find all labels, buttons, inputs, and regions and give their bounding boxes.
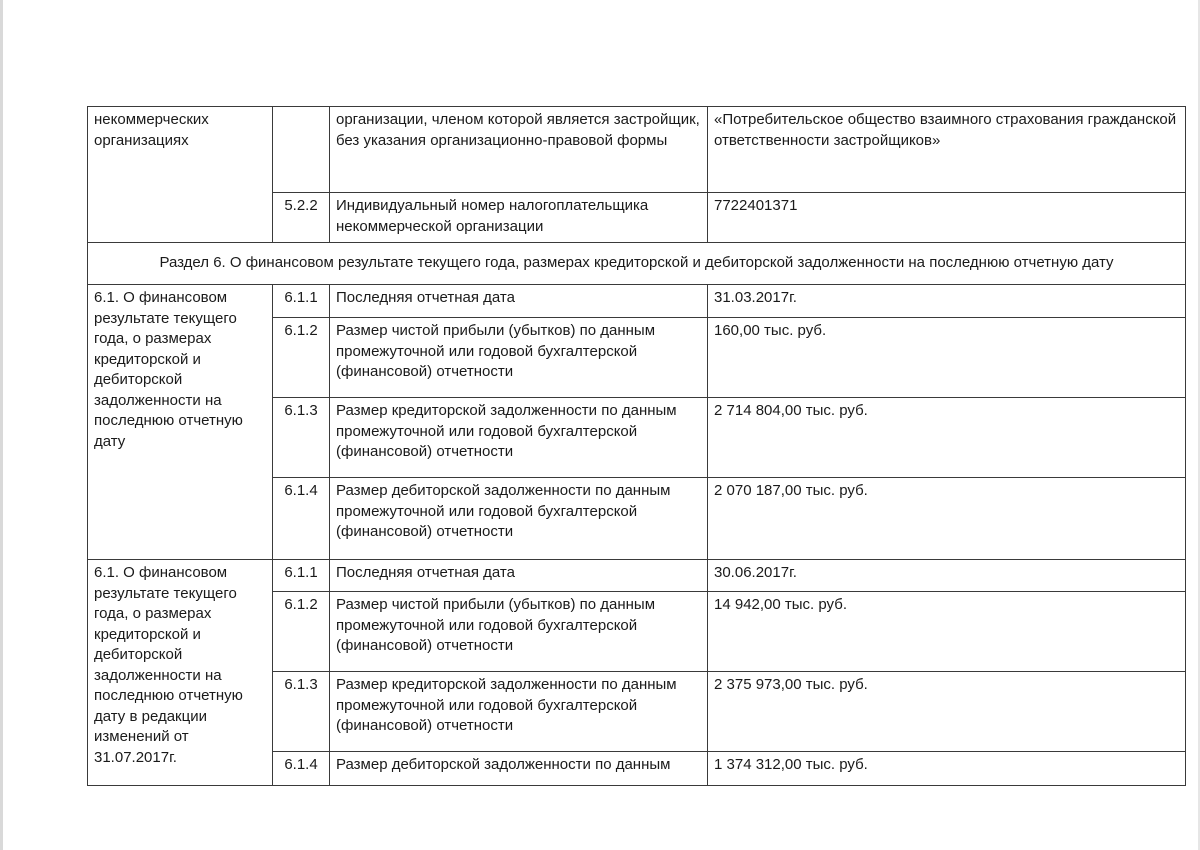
org-category-cell: некоммерческих организациях: [88, 107, 273, 243]
section-heading-row: [88, 243, 1186, 285]
item-value-cell: 2 070 187,00 тыс. руб.: [708, 478, 1186, 560]
item-number-cell: 6.1.3: [273, 398, 330, 478]
item-label-cell: Последняя отчетная дата: [330, 285, 708, 318]
item-number-cell: 6.1.3: [273, 672, 330, 752]
block-title-cell: 6.1. О финансовом результате текущего года, о размерах кредиторской и дебиторской задолженности на последнюю отчетную дату: [88, 285, 273, 560]
item-number-cell: 5.2.2: [273, 193, 330, 243]
item-label-cell: Индивидуальный номер налогоплательщика некоммерческой организации: [330, 193, 708, 243]
item-label-cell: Последняя отчетная дата: [330, 560, 708, 592]
declaration-table: [87, 106, 1186, 786]
item-value-cell: 2 375 973,00 тыс. руб.: [708, 672, 1186, 752]
item-value-cell: 30.06.2017г.: [708, 560, 1186, 592]
item-label-cell: организации, членом которой является застройщик, без указания организационно-правовой формы: [330, 107, 708, 193]
item-value-cell: 14 942,00 тыс. руб.: [708, 592, 1186, 672]
item-label-cell: Размер кредиторской задолженности по данным промежуточной или годовой бухгалтерской (финансовой) отчетности: [330, 398, 708, 478]
item-number-cell: 6.1.1: [273, 560, 330, 592]
item-number-cell: 6.1.4: [273, 752, 330, 786]
table-row: [88, 560, 1186, 592]
item-value-cell: «Потребительское общество взаимного страхования гражданской ответственности застройщиков»: [708, 107, 1186, 193]
item-label-cell: Размер кредиторской задолженности по данным промежуточной или годовой бухгалтерской (финансовой) отчетности: [330, 672, 708, 752]
table-row: [88, 285, 1186, 318]
item-value-cell: 31.03.2017г.: [708, 285, 1186, 318]
item-number-cell: 6.1.1: [273, 285, 330, 318]
page-left-edge: [0, 0, 3, 850]
table-row: [88, 107, 1186, 193]
item-value-cell: 7722401371: [708, 193, 1186, 243]
item-label-cell: Размер дебиторской задолженности по данным: [330, 752, 708, 786]
item-label-cell: Размер чистой прибыли (убытков) по данным промежуточной или годовой бухгалтерской (финансовой) отчетности: [330, 318, 708, 398]
item-number-cell: 6.1.2: [273, 318, 330, 398]
item-value-cell: 160,00 тыс. руб.: [708, 318, 1186, 398]
block-title-cell: 6.1. О финансовом результате текущего года, о размерах кредиторской и дебиторской задолженности на последнюю отчетную дату в редакции изменений от 31.07.2017г.: [88, 560, 273, 786]
item-number-cell: 6.1.2: [273, 592, 330, 672]
item-value-cell: 1 374 312,00 тыс. руб.: [708, 752, 1186, 786]
section-6-heading: Раздел 6. О финансовом результате текущего года, размерах кредиторской и дебиторской задолженности на последнюю отчетную дату: [88, 243, 1186, 285]
item-value-cell: 2 714 804,00 тыс. руб.: [708, 398, 1186, 478]
item-number-cell: 6.1.4: [273, 478, 330, 560]
item-label-cell: Размер дебиторской задолженности по данным промежуточной или годовой бухгалтерской (финансовой) отчетности: [330, 478, 708, 560]
item-label-cell: Размер чистой прибыли (убытков) по данным промежуточной или годовой бухгалтерской (финансовой) отчетности: [330, 592, 708, 672]
item-number-cell: [273, 107, 330, 193]
